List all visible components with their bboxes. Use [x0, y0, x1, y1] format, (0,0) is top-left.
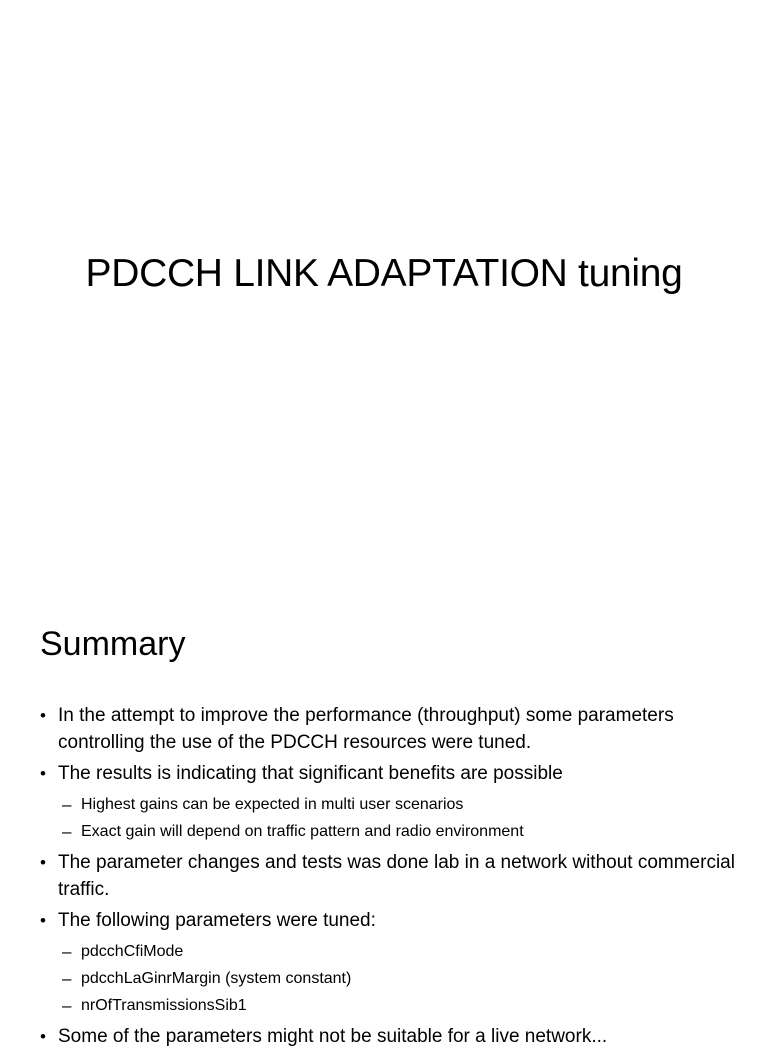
bullet-item	[40, 907, 740, 934]
bullet-text: In the attempt to improve the performance (throughput) some parameters controlling the use of the PDCCH resources were tuned.	[58, 705, 674, 753]
sub-bullet-item: – pdcchCfiMode	[40, 938, 740, 965]
bullet-item	[40, 849, 740, 903]
summary-slide	[0, 576, 768, 1047]
slide-title: PDCCH LINK ADAPTATION tuning	[85, 252, 683, 295]
sub-bullet-group	[40, 938, 740, 1019]
bullet-item	[40, 702, 740, 756]
sub-bullet-group	[40, 791, 740, 845]
sub-bullet-item: – pdcchLaGinrMargin (system constant)	[40, 965, 740, 992]
sub-bullet-item: – nrOfTransmissionsSib1	[40, 992, 740, 1019]
bullet-text: Some of the parameters might not be suitable for a live network...	[58, 1026, 608, 1047]
bullet-text: The following parameters were tuned:	[58, 910, 376, 931]
bullet-item	[40, 760, 740, 787]
bullet-text: The results is indicating that significant benefits are possible	[58, 763, 563, 784]
summary-bullet-list	[40, 702, 740, 1054]
bullet-text: The parameter changes and tests was done lab in a network without commercial traffic.	[58, 852, 735, 900]
sub-bullet-item: – Exact gain will depend on traffic pattern and radio environment	[40, 818, 740, 845]
sub-bullet-item: – Highest gains can be expected in multi user scenarios	[40, 791, 740, 818]
summary-heading: Summary	[40, 625, 186, 663]
bullet-item	[40, 1023, 740, 1050]
